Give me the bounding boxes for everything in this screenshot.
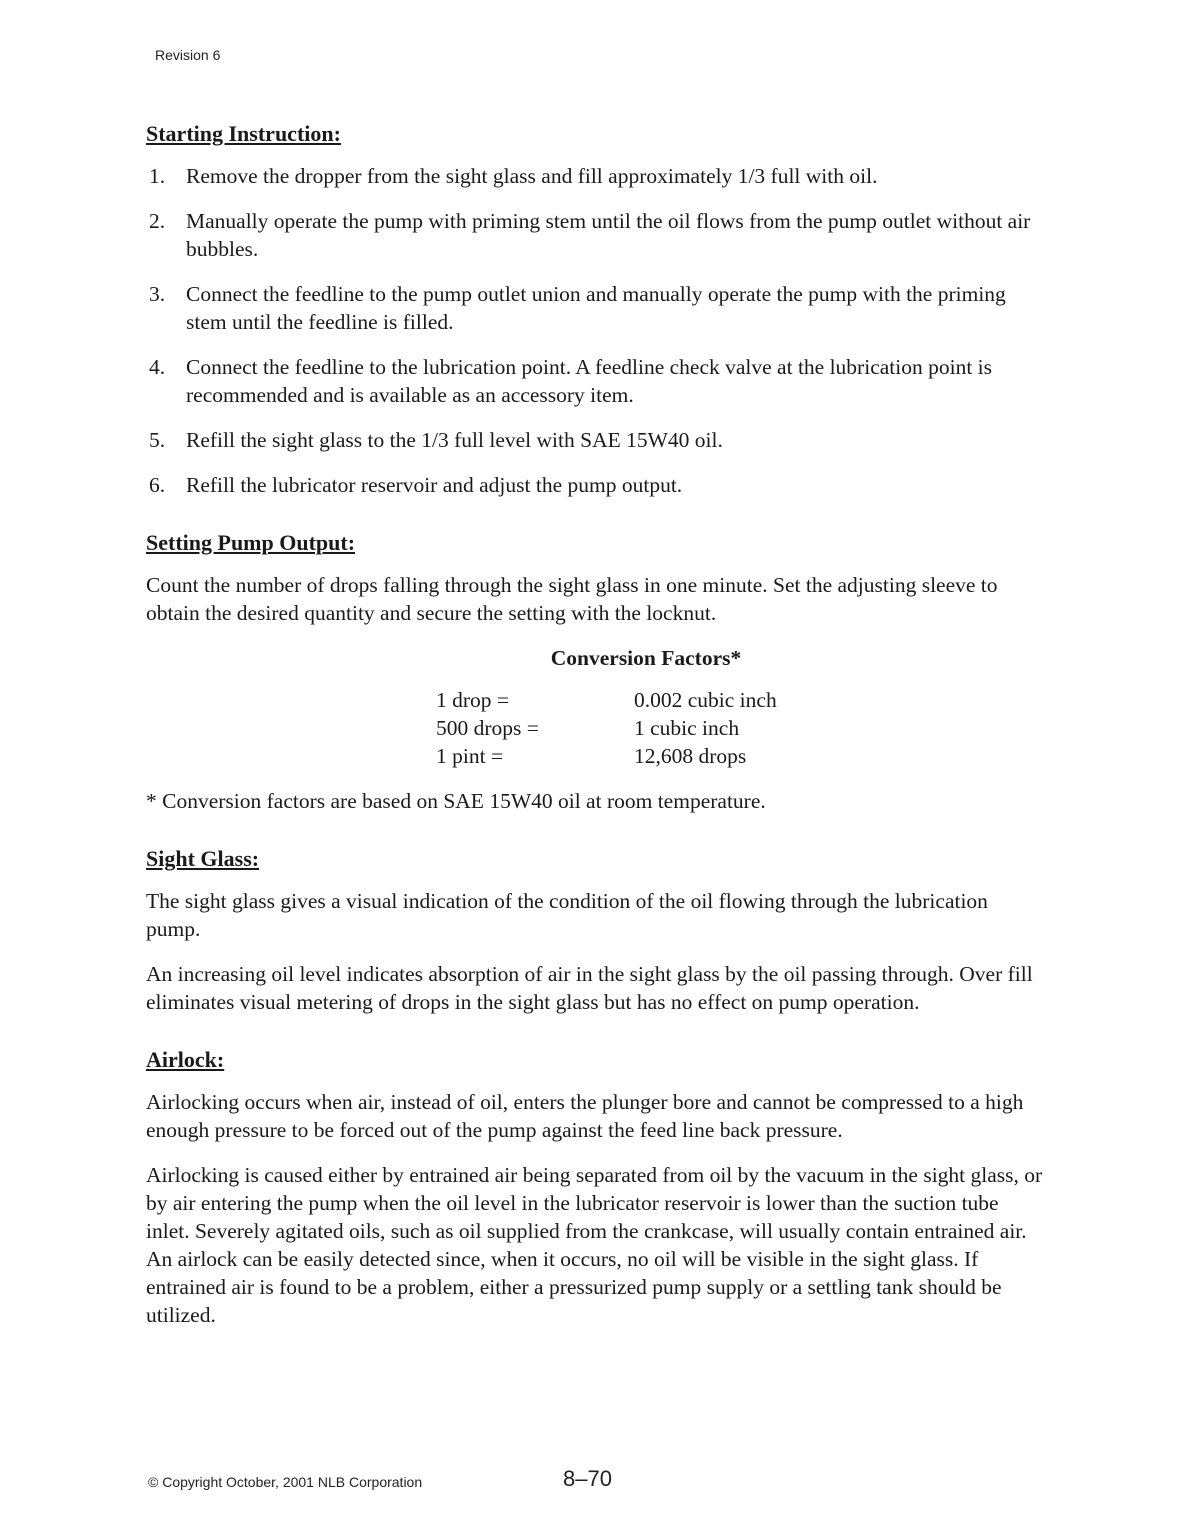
step-number: 5. [149, 428, 166, 452]
copyright-notice: © Copyright October, 2001 NLB Corporation [148, 1474, 423, 1490]
airlock-paragraph: Airlocking occurs when air, instead of oil, enters the plunger bore and cannot be compressed to a high enough pressure to be forced out of the pump against the feed line back pressure. [146, 1090, 1024, 1142]
step-number: 4. [149, 355, 166, 379]
step-number: 2. [149, 209, 166, 233]
step-text: Refill the sight glass to the 1/3 full level with SAE 15W40 oil. [186, 428, 723, 452]
pump-output-paragraph: Count the number of drops falling through the sight glass in one minute. Set the adjusting sleeve to obtain the desired quantity and secure the setting with the locknut. [146, 573, 998, 625]
conversion-left: 1 drop = [436, 688, 510, 712]
airlock-paragraph: Airlocking is caused either by entrained air being separated from oil by the vacuum in the sight glass, or by air entering the pump when the oil level in the lubricator reservoir is lower than the suction tube inlet. Severely agitated oils, such as oil supplied from the crankcase, will usually contain entrained air. An airlock can be easily detected since, when it occurs, no oil will be visible in the sight glass. If entrained air is found to be a problem, either a pressurized pump supply or a settling tank should be utilized. [146, 1163, 1043, 1327]
starting-heading: Starting Instruction: [146, 121, 341, 146]
conversion-left: 1 pint = [436, 744, 504, 768]
conversion-right: 12,608 drops [634, 744, 747, 768]
sight-glass-heading: Sight Glass: [146, 846, 260, 871]
step-text: Refill the lubricator reservoir and adjust the pump output. [186, 473, 683, 497]
step-text: Remove the dropper from the sight glass and fill approximately 1/3 full with oil. [186, 164, 878, 188]
page-number: 8–70 [563, 1466, 612, 1491]
airlock-heading: Airlock: [146, 1047, 225, 1072]
list-item [146, 426, 1046, 454]
pump-output-section [146, 529, 1046, 815]
table-row [436, 714, 777, 742]
list-item [146, 353, 1046, 409]
sight-glass-paragraph: An increasing oil level indicates absorption of air in the sight glass by the oil passing through. Over fill eliminates visual metering of drops in the sight glass but has no effect on pump operation. [146, 962, 1033, 1014]
step-text: Connect the feedline to the lubrication point. A feedline check valve at the lubrication point is recommended and is available as an accessory item. [186, 355, 993, 407]
table-row [436, 742, 777, 770]
sight-glass-paragraph: The sight glass gives a visual indication of the condition of the oil flowing through the lubrication pump. [146, 889, 988, 941]
page-content [146, 120, 1046, 1346]
step-text: Manually operate the pump with priming stem until the oil flows from the pump outlet without air bubbles. [186, 209, 1031, 261]
revision-label: Revision 6 [155, 47, 221, 63]
pump-output-heading: Setting Pump Output: [146, 530, 356, 555]
list-item [146, 280, 1046, 336]
list-item [146, 162, 1046, 190]
sight-glass-section [146, 845, 1046, 1016]
conversion-table [436, 686, 777, 770]
step-number: 1. [149, 164, 166, 188]
table-row [436, 686, 777, 714]
conversion-right: 0.002 cubic inch [634, 688, 777, 712]
step-number: 3. [149, 282, 166, 306]
list-item [146, 471, 1046, 499]
list-item [146, 207, 1046, 263]
airlock-section [146, 1046, 1046, 1329]
conversion-left: 500 drops = [436, 716, 539, 740]
starting-steps-list [146, 162, 1046, 499]
step-number: 6. [149, 473, 166, 497]
conversion-footnote: * Conversion factors are based on SAE 15W40 oil at room temperature. [146, 789, 766, 813]
conversion-right: 1 cubic inch [634, 716, 740, 740]
conversion-title: Conversion Factors* [550, 646, 742, 670]
step-text: Connect the feedline to the pump outlet union and manually operate the pump with the priming stem until the feedline is filled. [186, 282, 1006, 334]
